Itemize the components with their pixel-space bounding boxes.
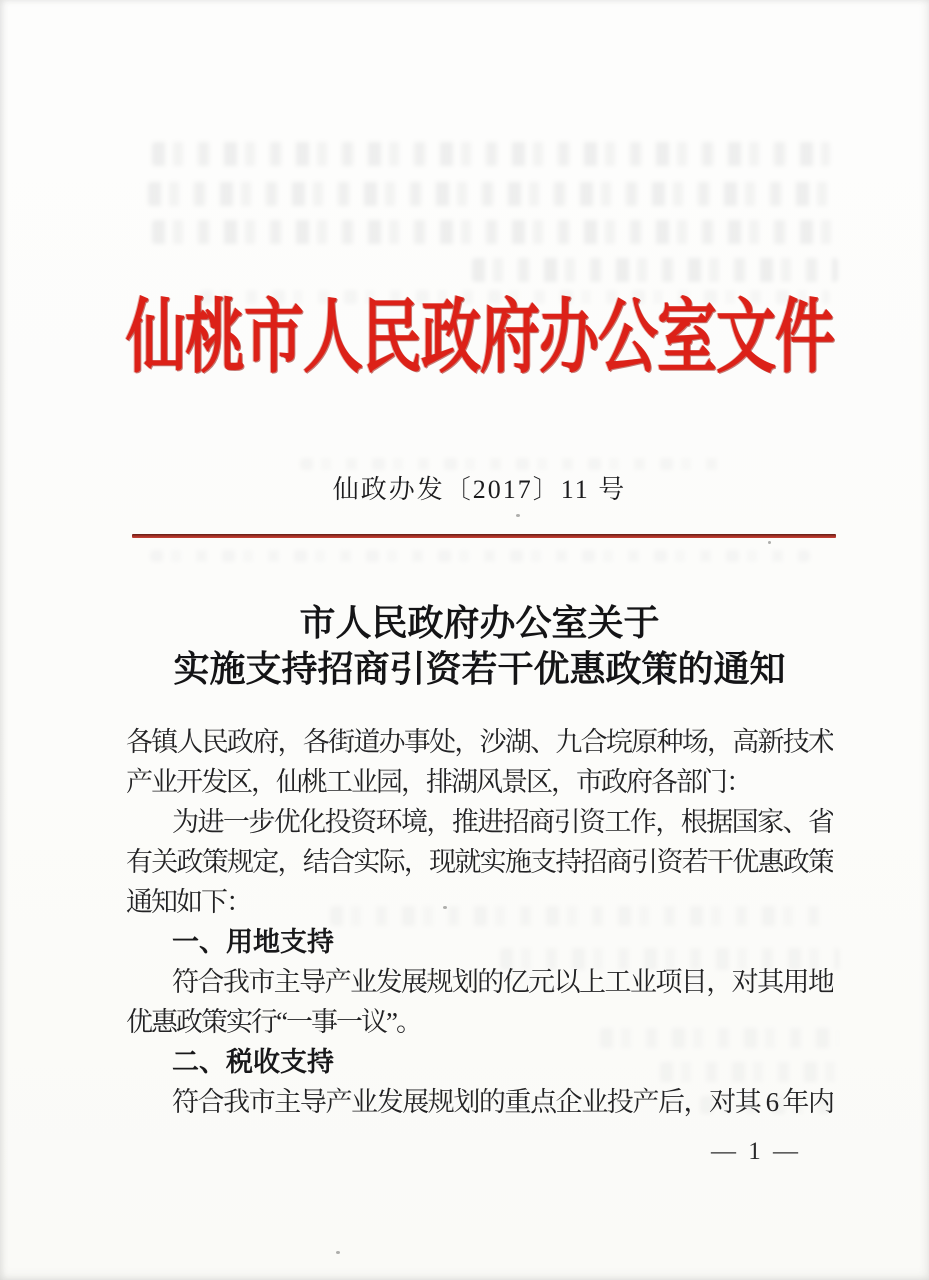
document-body — [126, 722, 833, 1122]
section-heading-1: 一、用地支持 — [172, 927, 334, 957]
scan-speck — [516, 514, 520, 517]
doc-number: 仙政办发〔2017〕11 号 — [332, 475, 627, 504]
scan-speck — [768, 541, 771, 544]
body-line-intro-3: 通知如下： — [126, 887, 251, 917]
body-line-section1-1: 符合我市主导产业发展规划的亿元以上工业项目，对其用地 — [172, 967, 833, 997]
body-line-salutation-1: 各镇人民政府，各街道办事处，沙湖、九合垸原种场，高新技术 — [126, 727, 833, 757]
body-line-intro-2: 有关政策规定，结合实际，现就实施支持招商引资若干优惠政策 — [126, 847, 833, 877]
letterhead-title: 仙桃市人民政府办公室文件 — [126, 293, 834, 383]
document-title — [111, 600, 848, 692]
document-title-line2: 实施支持招商引资若干优惠政策的通知 — [173, 649, 786, 689]
page-number: — 1 — — [711, 1138, 801, 1165]
ghost-bleedthrough-row — [152, 142, 830, 166]
scan-speck — [443, 906, 447, 909]
ghost-bleedthrough-row — [148, 182, 836, 206]
body-line-section2-1: 符合我市主导产业发展规划的重点企业投产后，对其 6 年内 — [172, 1087, 833, 1117]
body-line-section1-2: 优惠政策实行“一事一议”。 — [126, 1007, 421, 1037]
document-title-line1: 市人民政府办公室关于 — [299, 603, 660, 643]
ghost-bleedthrough-row — [472, 258, 838, 282]
section-heading-2: 二、税收支持 — [172, 1047, 334, 1077]
ghost-bleedthrough-row — [300, 458, 720, 470]
red-divider-line — [132, 534, 836, 538]
ghost-bleedthrough-row — [152, 220, 834, 244]
scan-speck — [336, 1251, 340, 1254]
body-line-intro-1: 为进一步优化投资环境，推进招商引资工作，根据国家、省 — [172, 807, 833, 837]
ghost-bleedthrough-row — [150, 550, 810, 562]
body-line-salutation-2: 产业开发区，仙桃工业园，排湖风景区，市政府各部门： — [126, 767, 751, 797]
